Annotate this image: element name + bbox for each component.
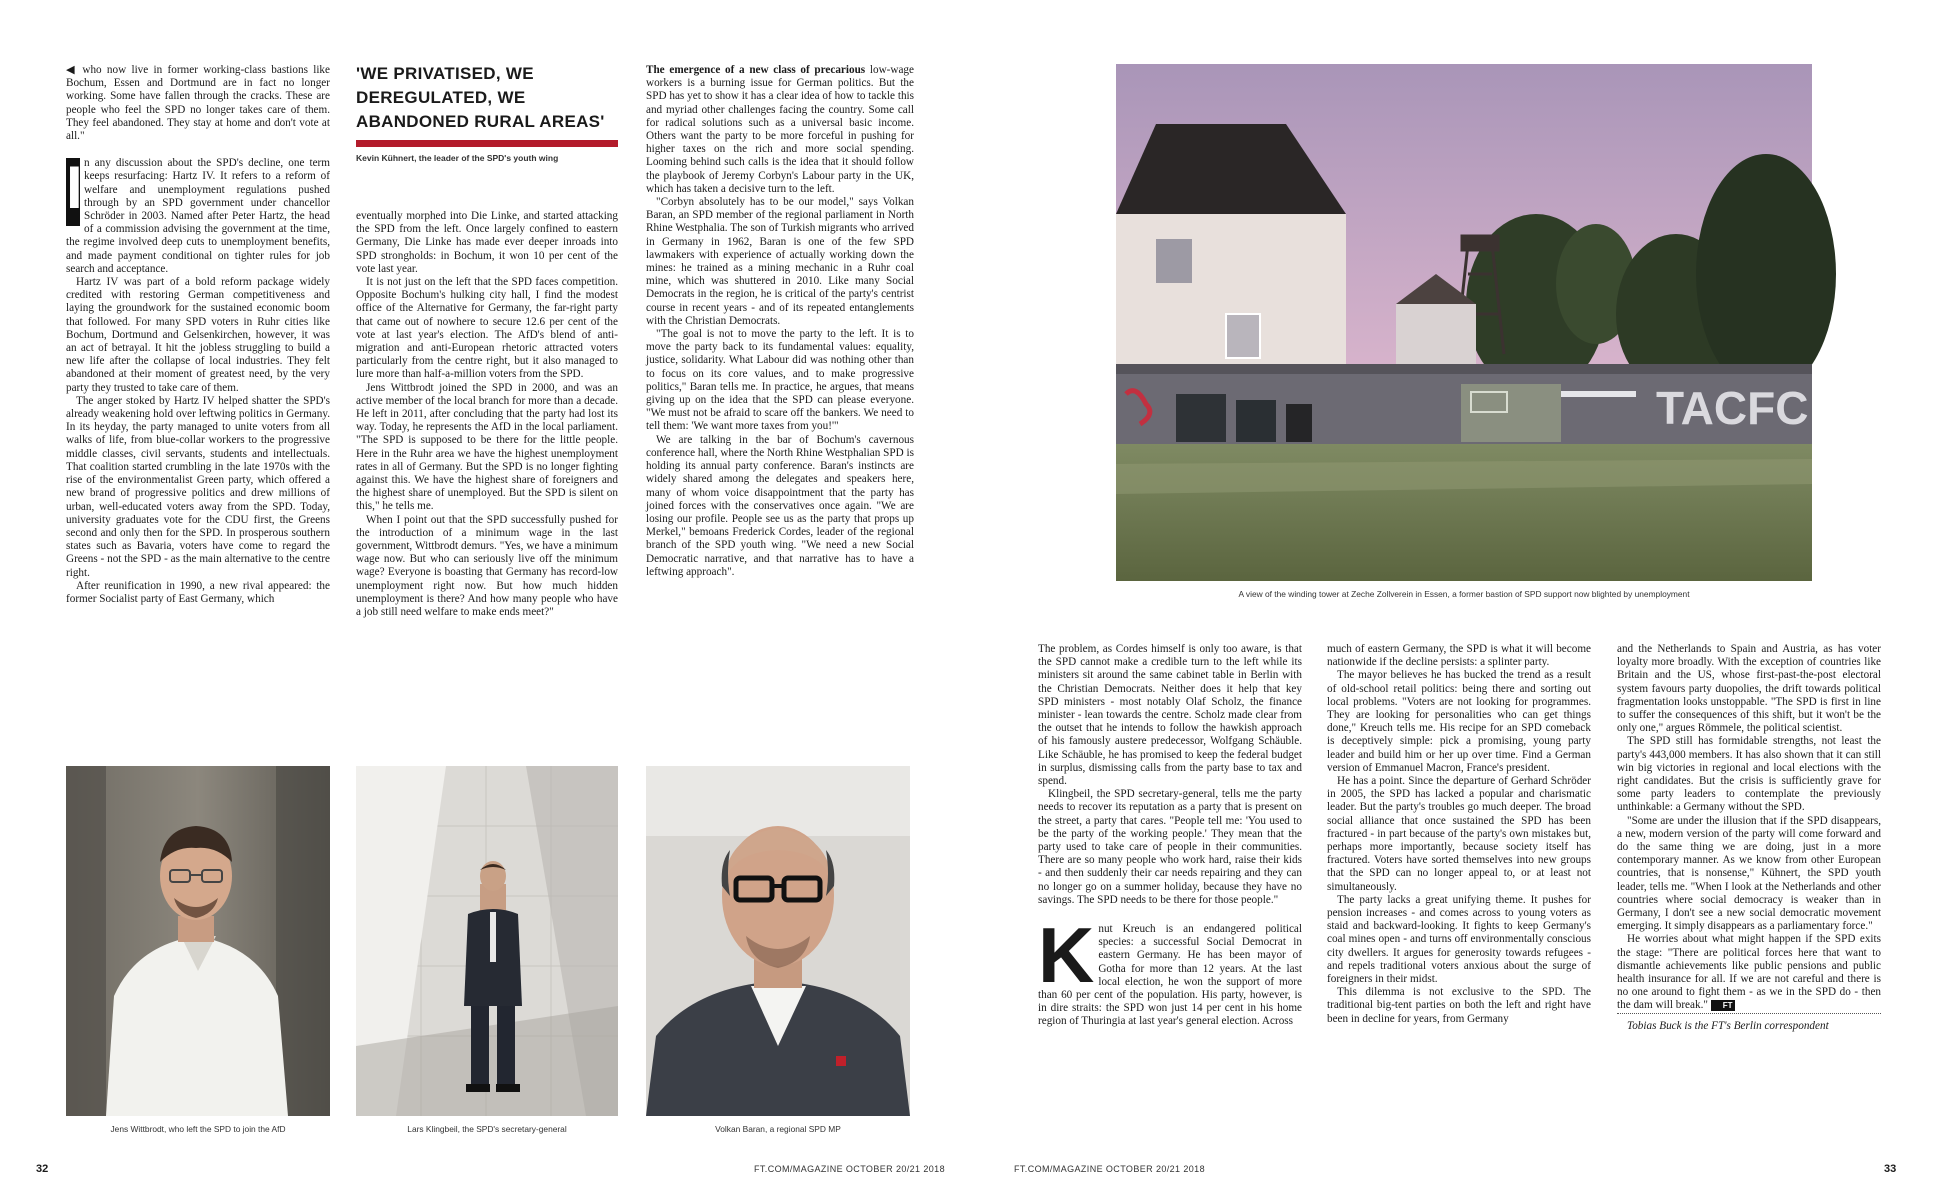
article-column-6 — [1617, 643, 1881, 1033]
ft-end-mark: FT — [1711, 1000, 1735, 1011]
article-column-5 — [1327, 643, 1591, 1026]
article-paragraph: and the Netherlands to Spain and Austria, as has voter loyalty more broadly. With the exception of countries like Britain and the US, whose first-past-the-post electoral system favours party duopolies, the drift towards political fragmentation looks unstoppable. "The SPD is first in line to suffer the consequences of this shift, but it won't be the only one," argues Römmele, the political scientist. — [1617, 643, 1881, 735]
footer-left: FT.COM/MAGAZINE OCTOBER 20/21 2018 — [754, 1164, 945, 1174]
pull-quote-block — [356, 62, 616, 163]
photo-caption: A view of the winding tower at Zeche Zollverein in Essen, a former bastion of SPD support now blighted by unemployment — [1238, 589, 1690, 599]
article-paragraph: After reunification in 1990, a new rival appeared: the former Socialist party of East Germany, which — [66, 579, 330, 605]
pull-quote-rule — [356, 140, 618, 147]
photo-lars-klingbeil — [356, 766, 618, 1116]
article-column-1 — [66, 64, 330, 606]
article-paragraph: Hartz IV was part of a bold reform package widely credited with restoring German competitiveness and laying the groundwork for the sustained economic boom that followed. For many SPD voters in Ruhr cities like Bochum, Dortmund and Gelsenkirchen, however, it was an act of betrayal. It hit the jobless struggling to build a new life after the collapse of local industries. They felt abandoned at their moment of greatest need, by the very party they trusted to take care of them. — [66, 276, 330, 394]
article-paragraph: The problem, as Cordes himself is only too aware, is that the SPD cannot make a credible turn to the left while its ministers sit around the same cabinet table in Berlin with the Christian Democrats. Neither does it help that key SPD ministers - most notably Olaf Scholz, the finance minister - lean towards the centre. Scholz made clear from the outset that he intends to follow the hawkish approach of his famously austere predecessor, Wolfgang Schäuble. Like Schäuble, he has promised to keep the federal budget in surplus, dismissing calls from the party base to tax and spend. — [1038, 643, 1302, 788]
article-paragraph: It is not just on the left that the SPD faces competition. Opposite Bochum's hulking city hall, I find the modest office of the Alternative for Germany, the far-right party that came out of nowhere to secure 12.6 per cent of the vote at last year's election. The AfD's blend of anti-migration and anti-European rhetoric attracted voters particularly from the centre right, but it also managed to lure more than half-a-million voters from the SPD. — [356, 276, 618, 381]
article-paragraph: We are talking in the bar of Bochum's cavernous conference hall, where the North Rhine Westphalian SPD is holding its annual party conference. Baran's instincts are widely shared among the delegates and speakers here, many of whom voice disappointment that the party has joined forces with the conservatives once again. "We are losing our profile. People see us as the party that props up Merkel," bemoans Frederick Cordes, leader of the regional branch of the SPD youth wing. "We need a new Social Democratic narrative, and that narrative has to have a leftwing approach". — [646, 433, 914, 578]
article-paragraph: I n any discussion about the SPD's decline, one term keeps resurfacing: Hartz IV. It refers to a reform of welfare and unemployment regulations pushed through by an SPD government under chancellor Schröder in 2003. Named after Peter Hartz, the head of a commission advising the government at the time, the regime involved deep cuts to unemployment benefits, and made payment conditional on tighter rules for job search and acceptance. — [66, 154, 330, 275]
article-paragraph: "Some are under the illusion that if the SPD disappears, a new, modern version of the party will come forward and do the same thing we are doing, just in a more contemporary manner. As we know from other European countries, that is nonsense," Kühnert, the SPD youth leader, tells me. "When I look at the Netherlands and other countries where social democracy is weaker than in Germany, I don't see a new social democratic movement emerging. It simply disappears as a parliamentary force." — [1617, 814, 1881, 933]
article-paragraph: He has a point. Since the departure of Gerhard Schröder in 2005, the SPD has lacked a popular and charismatic leader. But the party's troubles go much deeper. The broad social alliance that once sustained the SPD has been fractured - in part because of the party's own mistakes but, perhaps more importantly, because society itself has fractured. Voters have sorted themselves into new groups that the SPD can no longer appeal to, or at least not simultaneously. — [1327, 775, 1591, 893]
article-paragraph: The emergence of a new class of precarious low-wage workers is a burning issue for German politics. But the SPD has yet to show it has a clear idea of how to tackle this and myriad other challenges facing the country. Some call for radical solutions such as a universal basic income. Others want the party to be more forceful in pushing for higher taxes on the rich and more social spending. Looming behind such calls is the idea that it should follow the playbook of Jeremy Corbyn's Labour party in the UK, which has taken a decisive turn to the left. — [646, 64, 914, 195]
pull-quote-credit: Kevin Kühnert, the leader of the SPD's youth wing — [356, 153, 559, 163]
footer-right: FT.COM/MAGAZINE OCTOBER 20/21 2018 — [1014, 1164, 1205, 1174]
article-column-2 — [356, 210, 618, 619]
article-paragraph: The mayor believes he has bucked the trend as a result of old-school retail politics: being there and sorting out local problems. "Voters are not looking for programmes. They are looking for personalities who can get things done," Kreuch tells me. His recipe for an SPD comeback is deceptively simple: pick a promising, young party leader and build him or her up over time. Find a German version of Emmanuel Macron, France's president. — [1327, 669, 1591, 774]
article-paragraph: This dilemma is not exclusive to the SPD. The traditional big-tent parties on both the left and right have been in decline for years, from Germany — [1327, 986, 1591, 1025]
photo-zeche-zollverein — [1116, 64, 1812, 581]
article-paragraph: Jens Wittbrodt joined the SPD in 2000, and was an active member of the local branch for more than a decade. He left in 2011, after concluding that the party had lost its way. Today, he represents the AfD in the local parliament. "The SPD is supposed to be there for the little people. Here in the Ruhr area we have the highest unemployment rates in all of Germany. But the SPD is no longer fighting against this. We have the highest share of foreigners and the highest share of unemployed. But the SPD is silent on this," he tells me. — [356, 381, 618, 513]
section-lead-in: The emergence of a new class of precarious — [646, 64, 866, 76]
article-paragraph: much of eastern Germany, the SPD is what it will become nationwide if the decline persists: a splinter party. — [1327, 643, 1591, 669]
article-paragraph: ◀ who now live in former working-class bastions like Bochum, Essen and Dortmund are in fact no longer working. Some have fallen through the cracks. These are people who feel the SPD no longer takes care of them. They feel abandoned. They stay at home and don't vote at all." — [66, 64, 330, 143]
author-signature: Tobias Buck is the FT's Berlin correspondent — [1617, 1013, 1881, 1033]
photo-caption: Volkan Baran, a regional SPD MP — [715, 1124, 841, 1134]
page-number-right: 33 — [1884, 1163, 1897, 1175]
photo-caption: Lars Klingbeil, the SPD's secretary-general — [407, 1124, 567, 1134]
drop-cap: K — [1038, 911, 1095, 1000]
pull-quote: 'WE PRIVATISED, WE DEREGULATED, WE ABANDONED RURAL AREAS' — [356, 64, 605, 131]
article-paragraph: When I point out that the SPD successfully pushed for the introduction of a minimum wage in the last government, Wittbrodt demurs. "Yes, we have a minimum wage now. But who can seriously live off the minimum wage? Everyone is boasting that Germany has record-low unemployment right now. But how much hidden unemployment is there? And how many people who have a job still need welfare to make ends meet?" — [356, 513, 618, 619]
article-column-3 — [646, 64, 914, 579]
article-paragraph: He worries about what might happen if the SPD exits the stage: "There are political forces here that want to dismantle achievements like public pensions and public health insurance for all. If we are not careful and there is no one around to fight them - as we in the SPD do - then the dam will break." FT — [1617, 933, 1881, 1012]
article-paragraph: "The goal is not to move the party to the left. It is to move the party back to its fundamental values: equality, justice, solidarity. What Labour did was nothing other than to focus on its core values, and to make progressive politics," Baran tells me. In practice, he argues, that means giving up on the idea that the SPD can please everyone. "We must not be afraid to scare off the bankers. We need to tell them: 'We want more taxes from you!'" — [646, 328, 914, 433]
photo-caption: Jens Wittbrodt, who left the SPD to join the AfD — [110, 1124, 286, 1134]
photo-jens-wittbrodt — [66, 766, 330, 1116]
article-paragraph: The anger stoked by Hartz IV helped shatter the SPD's already weakening hold over leftwing politics in Germany. In its heyday, the party managed to unite voters from all walks of life, from blue-collar workers to the progressive middle classes, civil servants, students and intellectuals. That coalition started crumbling in the late 1970s with the rise of the environmentalist Green party, which offered a new brand of progressive politics and drew millions of urban, well-educated voters away from the SPD. Today, university graduates vote for the CDU first, the Greens second and only then for the SPD. In prosperous southern states such as Bavaria, voters have come to regard the Greens - not the SPD - as the main alternative to the centre right. — [66, 394, 330, 579]
article-paragraph: eventually morphed into Die Linke, and started attacking the SPD from the left. Once largely confined to eastern Germany, Die Linke has made ever deeper inroads into SPD strongholds: in Bochum, it won 10 per cent of the vote last year. — [356, 210, 618, 275]
article-paragraph: The party lacks a great unifying theme. It pushes for pension increases - and comes across to young voters as staid and backward-looking. It fights to keep Germany's coal mines open - and turns off environmentally conscious city dwellers. It argues for generosity towards refugees - and repels traditional voters anxious about the surge of foreigners in their midst. — [1327, 893, 1591, 986]
drop-cap: I — [66, 158, 80, 226]
article-paragraph: "Corbyn absolutely has to be our model," says Volkan Baran, an SPD member of the regional parliament in North Rhine Westphalia. The son of Turkish migrants who arrived in Germany in 1962, Baran is one of the few SPD lawmakers with experience of actually working down the mines: he trained as a mining mechanic in a Ruhr coal mine, which was shuttered in 2010. Like many Social Democrats in the region, he is critical of the party's centrist course in recent years - and of its repeated entanglements with the Christian Democrats. — [646, 196, 914, 327]
article-paragraph: The SPD still has formidable strengths, not least the party's 443,000 members. It has also shown that it can still win big victories in regional and local elections with the right candidates. But the crisis is sufficiently grave for some party leaders to contemplate the previously unthinkable: a Germany without the SPD. — [1617, 735, 1881, 814]
svg-text:TACFC: TACFC — [1656, 382, 1809, 434]
article-paragraph: Klingbeil, the SPD secretary-general, tells me the party needs to recover its reputation as a party that is present on the street, a party that cares. "People tell me: 'You used to be the party of the working people.' They mean that the party used to take care of people in their communities. There are so many people who work hard, raise their kids - and then suddenly their car needs repairing and they can no longer go on a summer holiday, because they have no savings. The SPD needs to be there for those people." — [1038, 788, 1302, 906]
page-number-left: 32 — [36, 1163, 49, 1175]
article-paragraph: Knut Kreuch is an endangered political species: a successful Social Democrat in eastern Germany. He has been mayor of Gotha for more than 12 years. At the last local election, he won the support of more than 60 per cent of the population. His party, however, is in dire straits: the SPD won just 14 per cent in his home region of Thuringia at last year's general election. Across — [1038, 911, 1302, 1028]
photo-volkan-baran — [646, 766, 910, 1116]
article-column-4 — [1038, 643, 1302, 1029]
